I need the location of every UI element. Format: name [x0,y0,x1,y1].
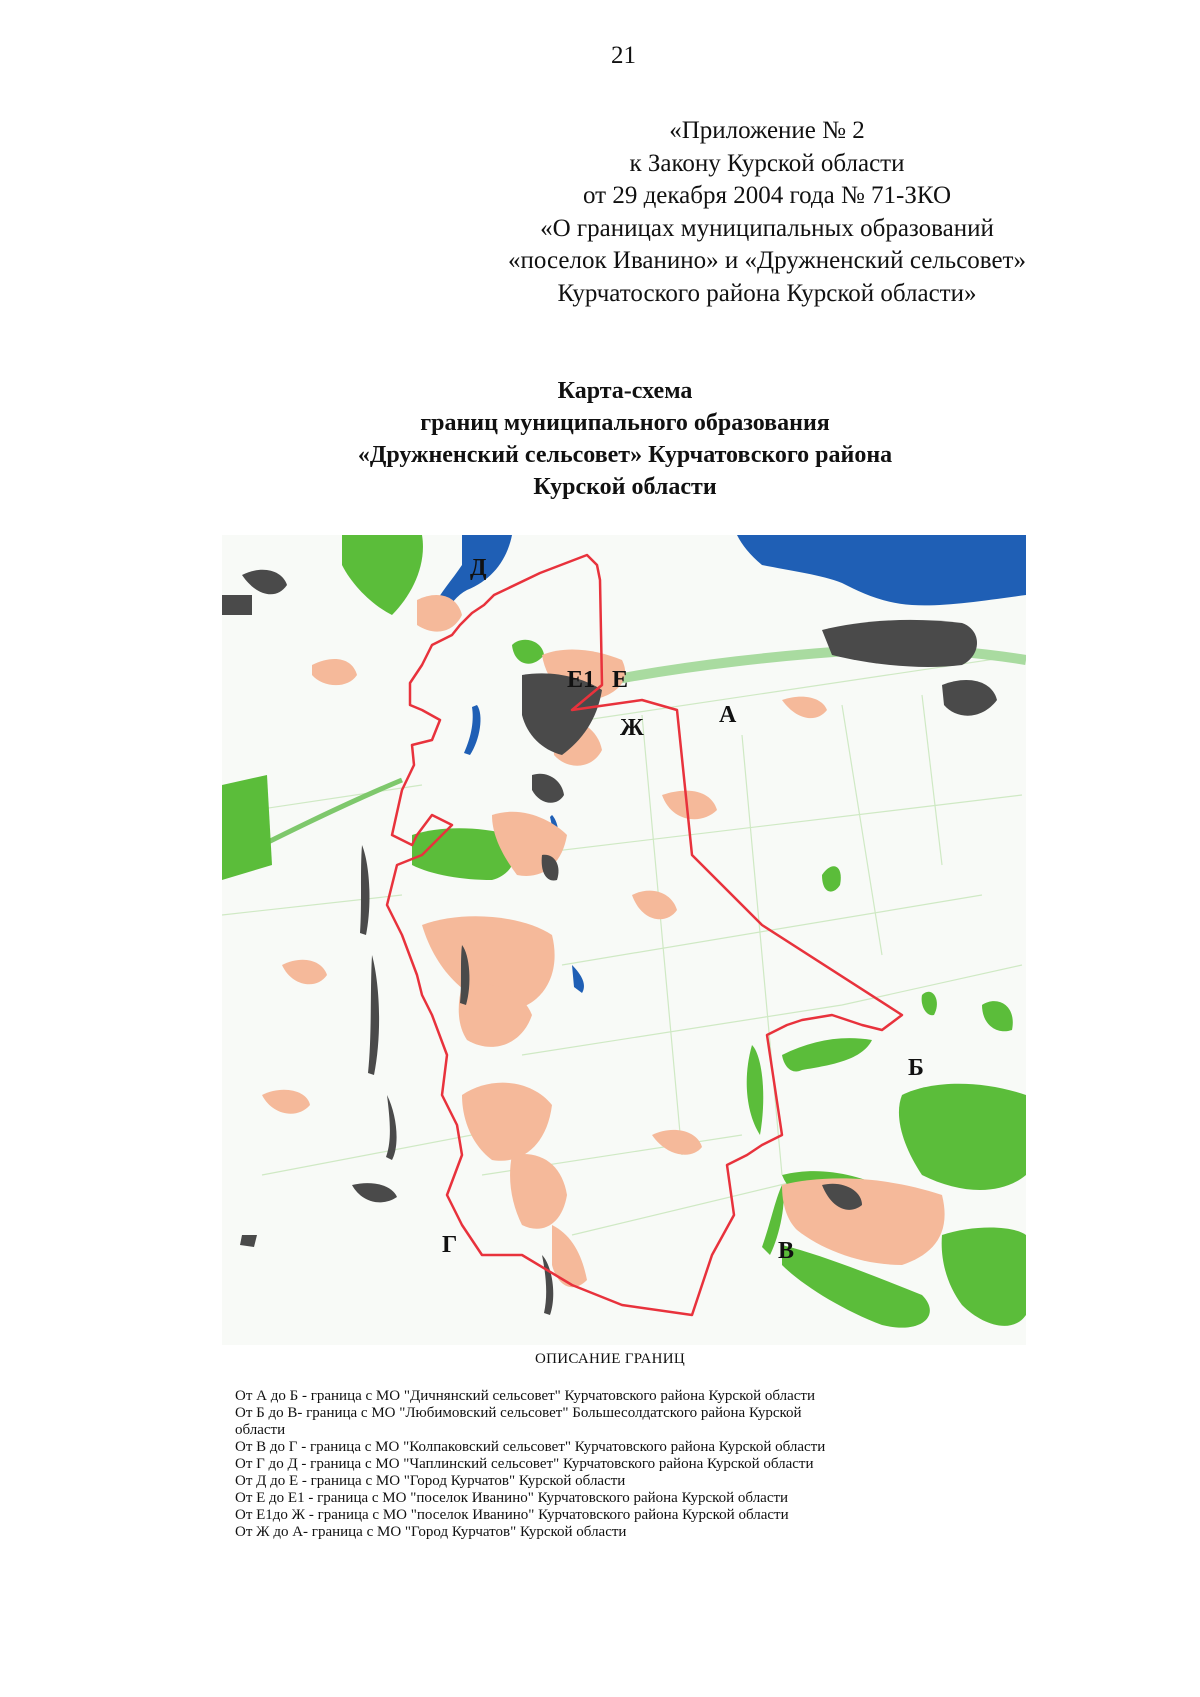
appendix-header [437,115,1097,310]
list-item: От Б до В- граница с МО "Любимовский сельсовет" Большесолдатского района Курской [235,1405,802,1421]
boundary-description-list [235,1388,1025,1541]
list-item: От Г до Д - граница с МО "Чаплинский сельсовет" Курчатовского района Курской области [235,1456,814,1472]
list-item: области [235,1422,286,1438]
appendix-line: «поселок Иванино» и «Дружненский сельсовет» [508,247,1026,274]
appendix-line: от 29 декабря 2004 года № 71-ЗКО [582,182,952,209]
appendix-line: Курчатоского района Курской области» [557,279,977,307]
point-label-a: А [719,702,737,728]
point-label-e: Е [612,667,629,693]
appendix-line: к Закону Курской области [629,149,905,177]
list-item: От Ж до А- граница с МО "Город Курчатов" Курской области [235,1524,627,1540]
appendix-line: «О границах муниципальных образований [540,214,994,242]
list-item: От В до Г - граница с МО "Колпаковский сельсовет" Курчатовского района Курской области [235,1439,826,1455]
map-title [200,375,1050,503]
map-title-line: Курской области [533,474,717,500]
description-heading: ОПИСАНИЕ ГРАНИЦ [534,1351,686,1367]
appendix-line: «Приложение № 2 [669,117,865,144]
list-item: От А до Б - граница с МО "Дичнянский сельсовет" Курчатовского района Курской области [235,1388,816,1404]
map-title-line: границ муниципального образования [420,410,830,436]
point-label-g: Г [442,1232,458,1258]
point-label-b: Б [908,1055,924,1081]
list-item: От Е1до Ж - граница с МО "поселок Иванино" Курчатовского района Курской области [235,1507,789,1523]
point-label-zh: Ж [620,715,644,741]
point-label-d: Д [470,555,487,581]
point-label-e1: Е1 [567,667,596,693]
page-number: 21 [611,42,636,69]
map-title-line: «Дружненский сельсовет» Курчатовского района [357,442,893,468]
list-item: От Д до Е - граница с МО "Город Курчатов" Курской области [235,1473,626,1489]
boundary-map [222,535,1026,1345]
list-item: От Е до Е1 - граница с МО "поселок Иванино" Курчатовского района Курской области [235,1490,789,1506]
map-title-line: Карта-схема [557,378,693,404]
point-label-v: В [778,1238,795,1264]
map-svg [222,535,1026,1345]
